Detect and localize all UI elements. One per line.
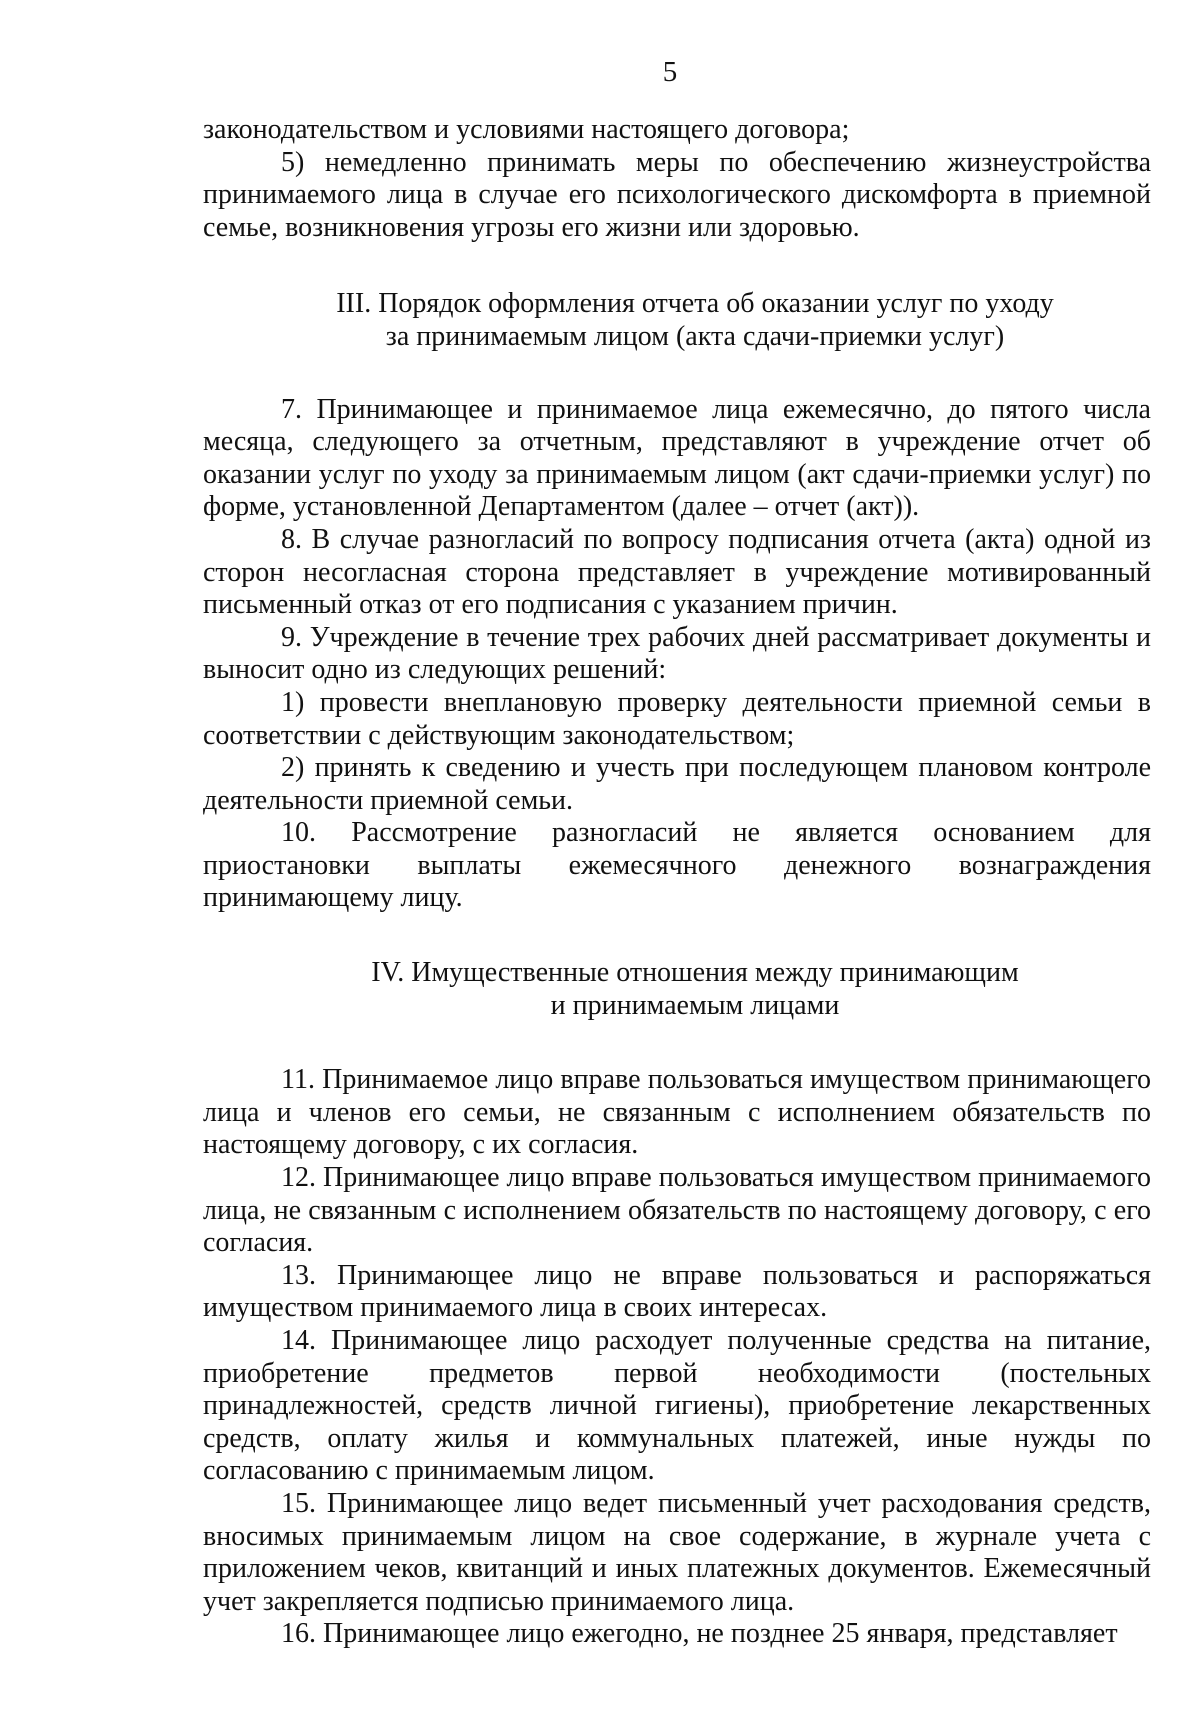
clause-16: 16. Принимающее лицо ежегодно, не позднее 25 января, представляет [281, 1618, 1118, 1650]
clause-9: 9. Учреждение в течение трех рабочих дней рассматривает документы и выносит одно из следующих решений: [203, 621, 1151, 686]
clause-10: 10. Рассмотрение разногласий не является основанием для приостановки выплаты ежемесячного денежного вознаграждения принимающему лицу. [203, 817, 1151, 914]
clause-9-item-1: 1) провести внеплановую проверку деятельности приемной семьи в соответствии с действующим законодательством; [203, 686, 1151, 751]
paragraph-continuation: законодательством и условиями настоящего договора; [203, 114, 850, 145]
section-heading-3 [203, 288, 1151, 353]
clause-11: 11. Принимаемое лицо вправе пользоваться имуществом принимающего лица и членов его семьи, не связанным с исполнением обязательств по настоящему договору, с их согласия. [203, 1064, 1151, 1161]
clause-9-item-2: 2) принять к сведению и учесть при последующем плановом контроле деятельности приемной семьи. [203, 752, 1151, 816]
clause-7: 7. Принимающее и принимаемое лица ежемесячно, до пятого числа месяца, следующего за отчетным, представляют в учреждение отчет об оказании услуг по уходу за принимаемым лицом (акт сдачи-приемки услуг) по форме, установленной Департаментом (далее – отчет (акт)). [203, 393, 1151, 523]
list-item-5: 5) немедленно принимать меры по обеспечению жизнеустройства принимаемого лица в случае его психологического дискомфорта в приемной семье, возникновения угрозы его жизни или здоровью. [203, 146, 1151, 243]
clause-14: 14. Принимающее лицо расходует полученные средства на питание, приобретение предметов первой необходимости (постельных принадлежностей, средств личной гигиены), приобретение лекарственных средств, оплату жилья и коммунальных платежей, иные нужды по согласованию с принимаемым лицом. [203, 1325, 1151, 1487]
clause-13: 13. Принимающее лицо не вправе пользоваться и распоряжаться имуществом принимаемого лица в своих интересах. [203, 1259, 1151, 1324]
section-heading-4 [203, 957, 1151, 1022]
section-heading-3-line-1: III. Порядок оформления отчета об оказании услуг по уходу [336, 288, 1054, 320]
page-number: 5 [662, 56, 678, 88]
clause-8: 8. В случае разногласий по вопросу подписания отчета (акта) одной из сторон несогласная сторона представляет в учреждение мотивированный письменный отказ от его подписания с указанием причин. [203, 523, 1151, 621]
section-heading-4-line-1: IV. Имущественные отношения между принимающим [371, 957, 1019, 989]
document-body [203, 114, 1151, 1651]
clause-15: 15. Принимающее лицо ведет письменный учет расходования средств, вносимых принимаемым лицом на свое содержание, в журнале учета с приложением чеков, квитанций и иных платежных документов. Ежемесячный учет закрепляется подписью принимаемого лица. [203, 1487, 1151, 1617]
section-heading-4-line-2: и принимаемым лицами [550, 989, 840, 1021]
clause-12: 12. Принимающее лицо вправе пользоваться имуществом принимаемого лица, не связанным с исполнением обязательств по настоящему договору, с его согласия. [203, 1162, 1151, 1259]
section-heading-3-line-2: за принимаемым лицом (акта сдачи-приемки услуг) [385, 320, 1005, 352]
